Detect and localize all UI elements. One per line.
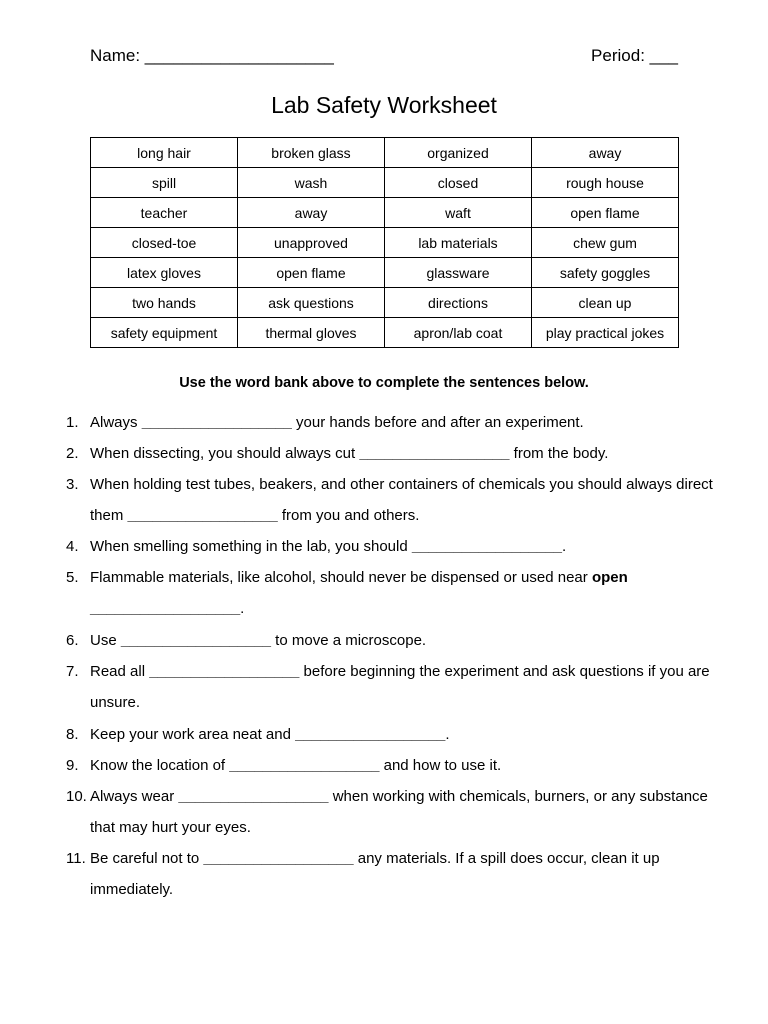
- name-field: Name: ____________________: [90, 46, 334, 65]
- question-line: [90, 788, 708, 805]
- question-text: Always: [90, 414, 142, 431]
- answer-blank: __________________: [127, 507, 278, 524]
- word-bank-cell: ask questions: [238, 288, 385, 318]
- question-text: unsure.: [90, 694, 141, 711]
- question-text: that may hurt your eyes.: [90, 819, 251, 836]
- word-bank-table: [90, 137, 679, 348]
- question-line: [90, 476, 713, 493]
- question-line: [90, 507, 419, 524]
- word-bank-row: [91, 318, 679, 348]
- question-line: [90, 881, 173, 898]
- word-bank-cell: safety equipment: [91, 318, 238, 348]
- question-number: 6.: [66, 632, 79, 649]
- question-text: to move a microscope.: [271, 632, 427, 649]
- question-text: Read all: [90, 663, 150, 680]
- answer-blank: __________________: [411, 538, 563, 555]
- question-number: 10.: [66, 788, 87, 805]
- word-bank-cell: away: [238, 198, 385, 228]
- word-bank-cell: spill: [91, 168, 238, 198]
- word-bank-cell: safety goggles: [532, 258, 679, 288]
- question-number: 4.: [66, 538, 79, 555]
- word-bank-cell: broken glass: [238, 138, 385, 168]
- question-text: from the body.: [509, 445, 609, 462]
- question-text: Use: [90, 632, 121, 649]
- question-number: 2.: [66, 445, 79, 462]
- question-number: 5.: [66, 569, 79, 586]
- word-bank-cell: two hands: [91, 288, 238, 318]
- question-line: [90, 726, 449, 743]
- question-line: [90, 445, 608, 462]
- question-number: 3.: [66, 476, 79, 493]
- question-text: .: [562, 538, 567, 555]
- word-bank-row: [91, 258, 679, 288]
- bold-text: open: [591, 569, 628, 586]
- word-bank-cell: directions: [385, 288, 532, 318]
- question-line: [90, 569, 628, 586]
- question-number: 11.: [66, 850, 86, 867]
- answer-blank: __________________: [229, 757, 380, 774]
- question-line: [90, 414, 584, 431]
- question-text: .: [240, 600, 245, 617]
- word-bank-cell: closed: [385, 168, 532, 198]
- question-line: [90, 663, 710, 680]
- word-bank-row: [91, 138, 679, 168]
- question-text: them: [90, 507, 128, 524]
- question-text: When holding test tubes, beakers, and other containers of chemicals you should always direct: [90, 476, 713, 493]
- question-number: 9.: [66, 757, 79, 774]
- word-bank-cell: chew gum: [532, 228, 679, 258]
- question-text: When dissecting, you should always cut: [90, 445, 360, 462]
- answer-blank: __________________: [295, 726, 446, 743]
- word-bank-row: [91, 288, 679, 318]
- answer-blank: __________________: [141, 414, 292, 431]
- question-line: [90, 600, 244, 617]
- word-bank-cell: long hair: [91, 138, 238, 168]
- word-bank-cell: closed-toe: [91, 228, 238, 258]
- question-text: Keep your work area neat and: [90, 726, 296, 743]
- question-line: [90, 850, 660, 867]
- word-bank-cell: teacher: [91, 198, 238, 228]
- answer-blank: __________________: [203, 850, 354, 867]
- question-text: and how to use it.: [379, 757, 502, 774]
- question-text: immediately.: [90, 881, 174, 898]
- word-bank-row: [91, 228, 679, 258]
- question-number: 7.: [66, 663, 79, 680]
- word-bank-row: [91, 198, 679, 228]
- question-number: 1.: [66, 414, 79, 431]
- question-text: Know the location of: [90, 757, 230, 774]
- question-text: Always wear: [90, 788, 179, 805]
- question-line: [90, 632, 426, 649]
- word-bank-cell: rough house: [532, 168, 679, 198]
- answer-blank: __________________: [90, 600, 241, 617]
- question-text: When smelling something in the lab, you should: [90, 538, 412, 555]
- question-text: Be careful not to: [90, 850, 204, 867]
- word-bank-cell: clean up: [532, 288, 679, 318]
- word-bank-cell: lab materials: [385, 228, 532, 258]
- question-line: [90, 819, 251, 836]
- word-bank-cell: apron/lab coat: [385, 318, 532, 348]
- question-text: your hands before and after an experiment.: [291, 414, 584, 431]
- instructions: Use the word bank above to complete the sentences below.: [179, 375, 589, 391]
- word-bank-cell: open flame: [532, 198, 679, 228]
- question-line: [90, 694, 140, 711]
- question-number: 8.: [66, 726, 79, 743]
- word-bank-cell: waft: [385, 198, 532, 228]
- word-bank-cell: wash: [238, 168, 385, 198]
- header-row: [90, 46, 678, 70]
- question-text: any materials. If a spill does occur, clean it up: [353, 850, 660, 867]
- question-line: [90, 538, 566, 555]
- page-title: Lab Safety Worksheet: [271, 92, 497, 118]
- word-bank-cell: unapproved: [238, 228, 385, 258]
- word-bank-row: [91, 168, 679, 198]
- period-field: Period: ___: [591, 46, 678, 65]
- question-text: from you and others.: [277, 507, 420, 524]
- word-bank-cell: play practical jokes: [532, 318, 679, 348]
- question-text: before beginning the experiment and ask questions if you are: [299, 663, 710, 680]
- word-bank-cell: glassware: [385, 258, 532, 288]
- answer-blank: __________________: [178, 788, 329, 805]
- question-text: .: [445, 726, 450, 743]
- answer-blank: __________________: [149, 663, 300, 680]
- question-line: [90, 757, 501, 774]
- question-text: Flammable materials, like alcohol, should never be dispensed or used near: [90, 569, 592, 586]
- word-bank-cell: organized: [385, 138, 532, 168]
- word-bank-cell: open flame: [238, 258, 385, 288]
- word-bank-cell: away: [532, 138, 679, 168]
- word-bank-cell: latex gloves: [91, 258, 238, 288]
- answer-blank: __________________: [359, 445, 510, 462]
- question-text: when working with chemicals, burners, or any substance: [328, 788, 708, 805]
- word-bank-cell: thermal gloves: [238, 318, 385, 348]
- answer-blank: __________________: [120, 632, 272, 649]
